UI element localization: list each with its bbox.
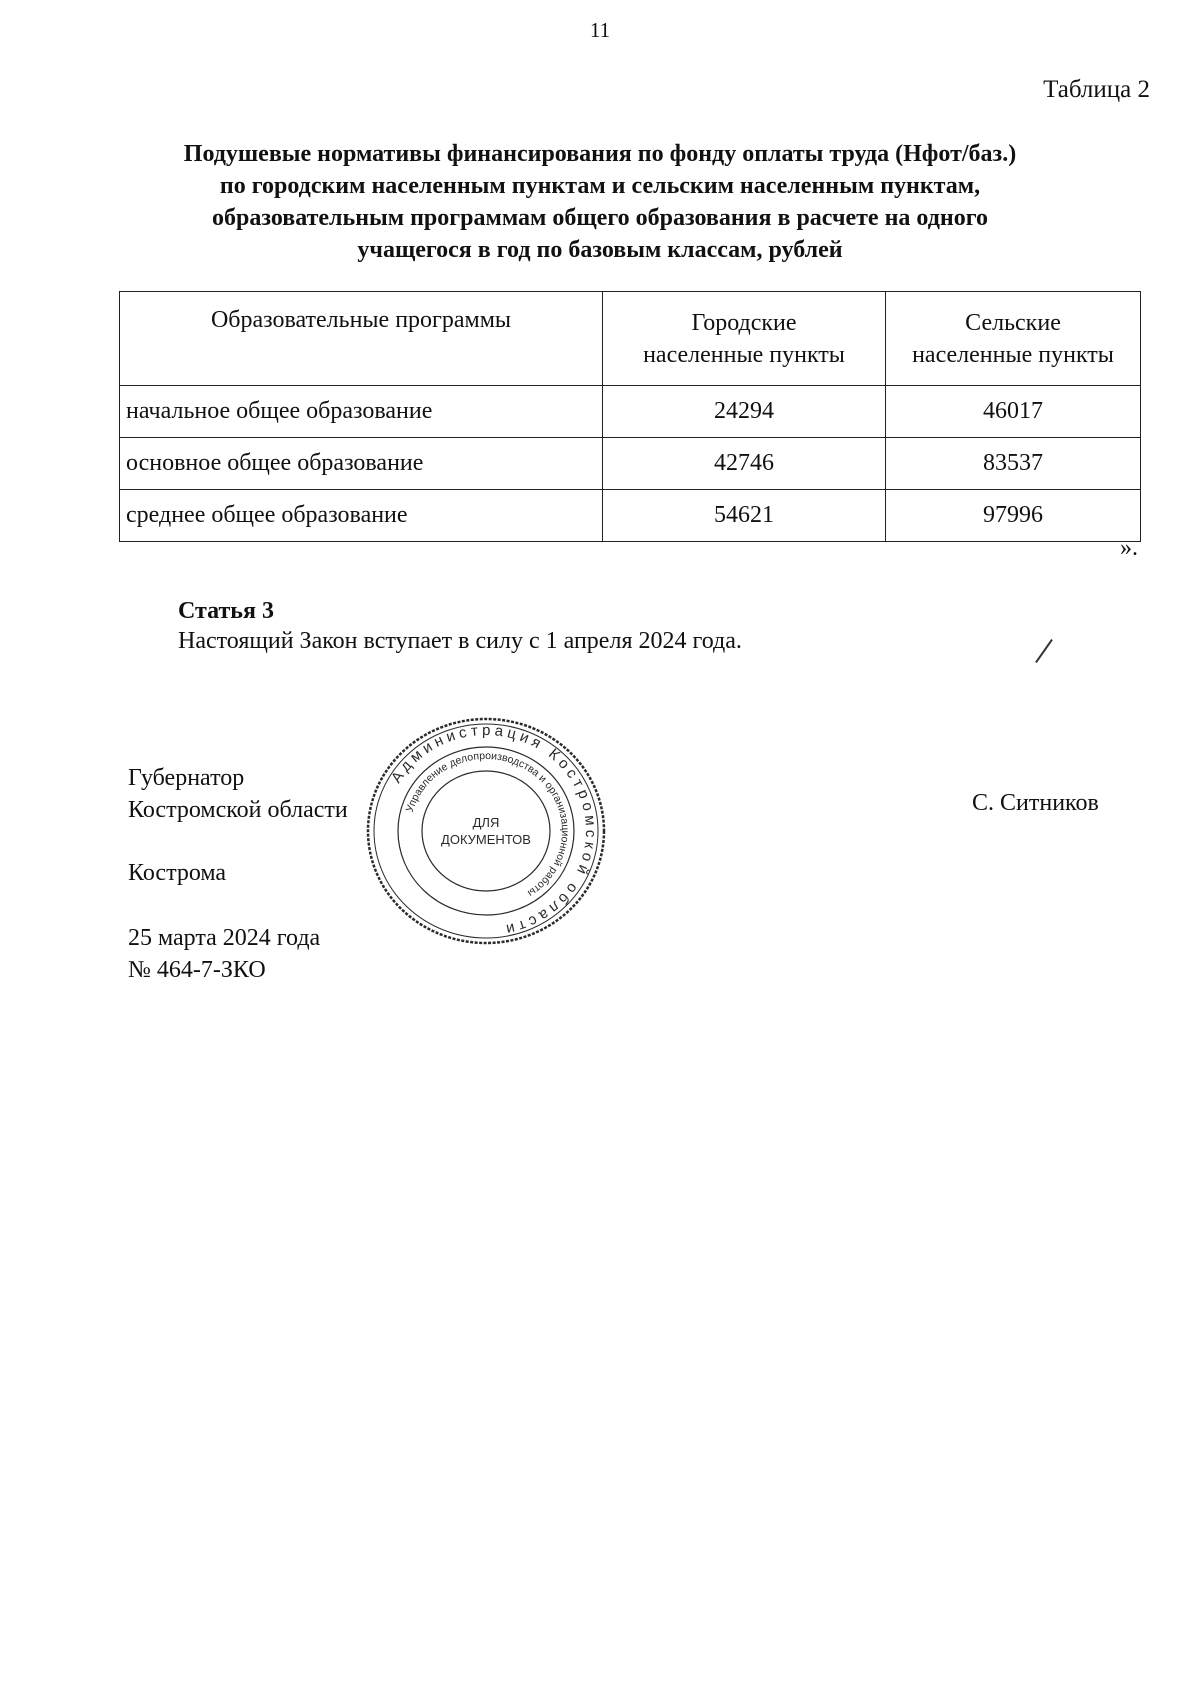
program-cell: основное общее образование <box>120 438 603 490</box>
table-row <box>120 438 1141 490</box>
stamp-center-line: ДОКУМЕНТОВ <box>441 832 531 847</box>
city-value-cell: 24294 <box>603 386 886 438</box>
header-rural-line: Сельские <box>965 309 1061 336</box>
table-header-row <box>120 292 1141 386</box>
signer-title <box>128 762 348 826</box>
rural-value-cell: 97996 <box>886 490 1141 542</box>
title-line: образовательным программам общего образования в расчете на одного <box>212 205 988 231</box>
article-text: Настоящий Закон вступает в силу с 1 апреля 2024 года. <box>178 628 742 654</box>
city: Кострома <box>128 860 227 886</box>
closing-quote: ». <box>1120 535 1138 561</box>
stamp-center-line: ДЛЯ <box>472 815 500 830</box>
signer-name: С. Ситников <box>972 790 1099 816</box>
date-and-number <box>128 922 320 986</box>
header-city-line: населенные пункты <box>643 341 845 368</box>
page-number: 11 <box>589 18 611 42</box>
funding-norms-table <box>119 291 1141 542</box>
header-rural <box>886 292 1141 386</box>
table-row <box>120 490 1141 542</box>
table-row <box>120 386 1141 438</box>
law-number: № 464-7-ЗКО <box>128 957 266 983</box>
rural-value-cell: 83537 <box>886 438 1141 490</box>
signature-mark <box>1035 639 1053 663</box>
program-cell: начальное общее образование <box>120 386 603 438</box>
table-caption: Таблица 2 <box>1043 76 1150 103</box>
law-date: 25 марта 2024 года <box>128 925 321 951</box>
header-city-line: Городские <box>691 309 797 336</box>
stamp-outer-text: Администрация Костромской области <box>387 721 600 939</box>
header-city <box>603 292 886 386</box>
header-programs: Образовательные программы <box>120 292 603 386</box>
city-value-cell: 54621 <box>603 490 886 542</box>
title-line: Подушевые нормативы финансирования по фонду оплаты труда (Нфот/баз.) <box>183 141 1017 167</box>
title-line: учащегося в год по базовым классам, рублей <box>357 237 843 263</box>
signer-title-line: Костромской области <box>128 797 348 823</box>
title-line: по городским населенным пунктам и сельским населенным пунктам, <box>219 173 981 199</box>
city-value-cell: 42746 <box>603 438 886 490</box>
official-stamp <box>362 712 610 950</box>
signer-title-line: Губернатор <box>128 765 245 791</box>
rural-value-cell: 46017 <box>886 386 1141 438</box>
program-cell: среднее общее образование <box>120 490 603 542</box>
article-heading: Статья 3 <box>178 598 274 624</box>
header-rural-line: населенные пункты <box>912 341 1114 368</box>
document-title <box>120 138 1080 266</box>
stamp-inner-text: Управление делопроизводства и организационной работы <box>403 749 572 900</box>
